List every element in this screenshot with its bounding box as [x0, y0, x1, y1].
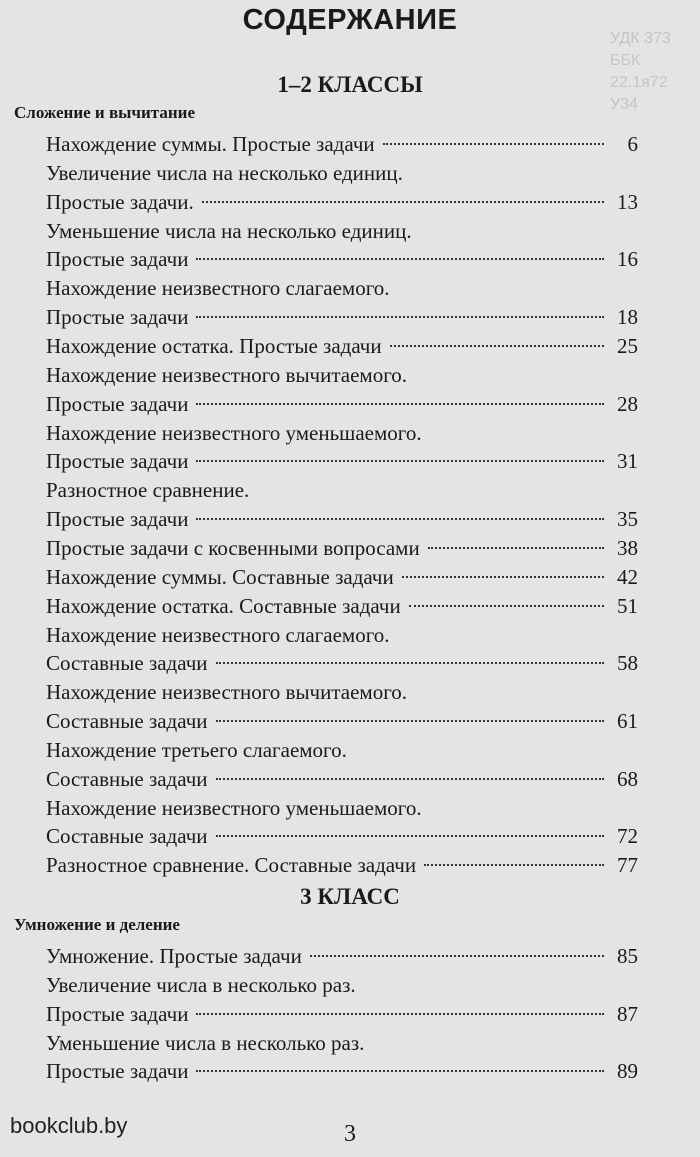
toc-page-number: 18 [617, 305, 638, 330]
toc-entry-text: Простые задачи [46, 1001, 189, 1026]
toc-page-number: 28 [617, 391, 638, 416]
toc-entry [46, 707, 638, 735]
toc-page-number: 77 [617, 853, 638, 878]
toc-page-number: 58 [617, 651, 638, 676]
toc-entry-text: Простые задачи [46, 1059, 189, 1084]
toc-entry-text: Простые задачи [46, 507, 189, 532]
dot-leader [196, 517, 604, 520]
toc-page-number: 31 [617, 449, 638, 474]
toc-page-number: 13 [617, 189, 638, 214]
toc-page-number: 51 [617, 593, 638, 618]
toc-entry-text: Составные задачи [46, 709, 208, 733]
toc-entry [46, 534, 638, 562]
toc-entry-text: Уменьшение числа на несколько единиц. [46, 218, 412, 243]
dot-leader [202, 200, 604, 203]
toc-entry-text: Нахождение неизвестного вычитаемого. [46, 362, 408, 387]
toc-entry [46, 649, 638, 677]
dot-leader [196, 1012, 604, 1015]
toc-entry [46, 332, 638, 360]
watermark-brand: bookclub.by [10, 1113, 128, 1138]
toc-entry [46, 563, 638, 591]
toc-entry [46, 1000, 638, 1028]
dot-leader [196, 1069, 604, 1072]
toc-entry-text: Уменьшение числа в несколько раз. [46, 1030, 365, 1055]
toc-entry-text: Увеличение числа на несколько единиц. [46, 160, 403, 185]
dot-leader [383, 142, 604, 145]
toc-entry-text: Нахождение третьего слагаемого. [46, 737, 347, 762]
toc-entry-text: Разностное сравнение. [46, 478, 250, 503]
toc-entry-text: Нахождение суммы. Составные задачи [46, 564, 394, 589]
toc-page-number: 6 [627, 132, 638, 156]
toc-entry [46, 1057, 638, 1085]
toc-entry-text: Составные задачи [46, 766, 208, 791]
toc-entry-text: Нахождение остатка. Составные задачи [46, 593, 401, 618]
toc-entry-text: Нахождение неизвестного уменьшаемого. [46, 795, 422, 820]
toc-page-number: 35 [617, 507, 638, 532]
toc-entry [46, 942, 638, 970]
dot-leader [409, 604, 604, 607]
toc-entry-text: Простые задачи с косвенными вопросами [46, 535, 420, 560]
dot-leader [196, 459, 604, 462]
dot-leader [196, 402, 604, 405]
toc-entry [46, 505, 638, 533]
toc-page-number: 89 [617, 1059, 638, 1084]
toc-entry-text: Нахождение неизвестного слагаемого. [46, 276, 390, 301]
toc-entry [46, 130, 638, 158]
toc-entry [46, 188, 638, 216]
toc-entry-text: Нахождение суммы. Простые задачи [46, 132, 375, 156]
page-number: 3 [344, 1121, 356, 1147]
toc-entry [46, 303, 638, 331]
toc-entry-text: Простые задачи [46, 247, 189, 272]
toc-entry-text: Простые задачи [46, 391, 189, 416]
dot-leader [428, 546, 604, 549]
toc-entry-text: Составные задачи [46, 651, 208, 676]
toc-entry-text: Умножение. Простые задачи [46, 944, 302, 968]
toc-entry-text: Увеличение числа в несколько раз. [46, 972, 356, 997]
dot-leader [216, 661, 604, 664]
toc-page-number: 87 [617, 1001, 638, 1026]
toc-entry [46, 851, 638, 879]
toc-page-number: 16 [617, 247, 638, 272]
section-subheading: Сложение и вычитание [14, 103, 195, 122]
toc-page-number: 68 [617, 766, 638, 791]
toc-entry [46, 822, 638, 850]
stamp-line: УДК 373 [610, 30, 671, 47]
toc-entry-text: Нахождение неизвестного уменьшаемого. [46, 420, 422, 445]
dot-leader [424, 863, 604, 866]
dot-leader [196, 257, 604, 260]
toc-entry [46, 447, 638, 475]
toc-entry [46, 592, 638, 620]
dot-leader [216, 719, 604, 722]
toc-entry-text: Нахождение неизвестного слагаемого. [46, 622, 390, 647]
toc-page-number: 72 [617, 824, 638, 849]
toc-page-number: 85 [617, 944, 638, 968]
toc-entry-text: Нахождение остатка. Простые задачи [46, 334, 382, 358]
page-title: СОДЕРЖАНИЕ [242, 4, 458, 36]
toc-entry [46, 245, 638, 273]
toc-page-number: 42 [617, 564, 638, 589]
stamp-line: У34 [610, 96, 638, 113]
toc-entry-text: Нахождение неизвестного вычитаемого. [46, 680, 408, 705]
dot-leader [216, 834, 604, 837]
section-subheading: Умножение и деление [14, 915, 180, 934]
stamp-line: ББК 22.1я72 [610, 52, 668, 91]
toc-entry-text: Составные задачи [46, 824, 208, 849]
toc-entry-text: Простые задачи [46, 305, 189, 330]
dot-leader [216, 777, 604, 780]
dot-leader [196, 315, 604, 318]
toc-entry-text: Разностное сравнение. Составные задачи [46, 853, 417, 878]
section-heading: 3 КЛАСС [300, 884, 400, 909]
toc-page-number: 61 [617, 709, 638, 733]
toc-page-number: 38 [617, 535, 638, 560]
dot-leader [402, 575, 604, 578]
section-heading: 1–2 КЛАССЫ [277, 72, 423, 97]
toc-entry [46, 765, 638, 793]
dot-leader [390, 344, 604, 347]
toc-entry [46, 390, 638, 418]
dot-leader [310, 954, 604, 957]
toc-page-number: 25 [617, 334, 638, 358]
toc-entry-text: Простые задачи. [46, 189, 194, 214]
toc-entry-text: Простые задачи [46, 449, 189, 474]
